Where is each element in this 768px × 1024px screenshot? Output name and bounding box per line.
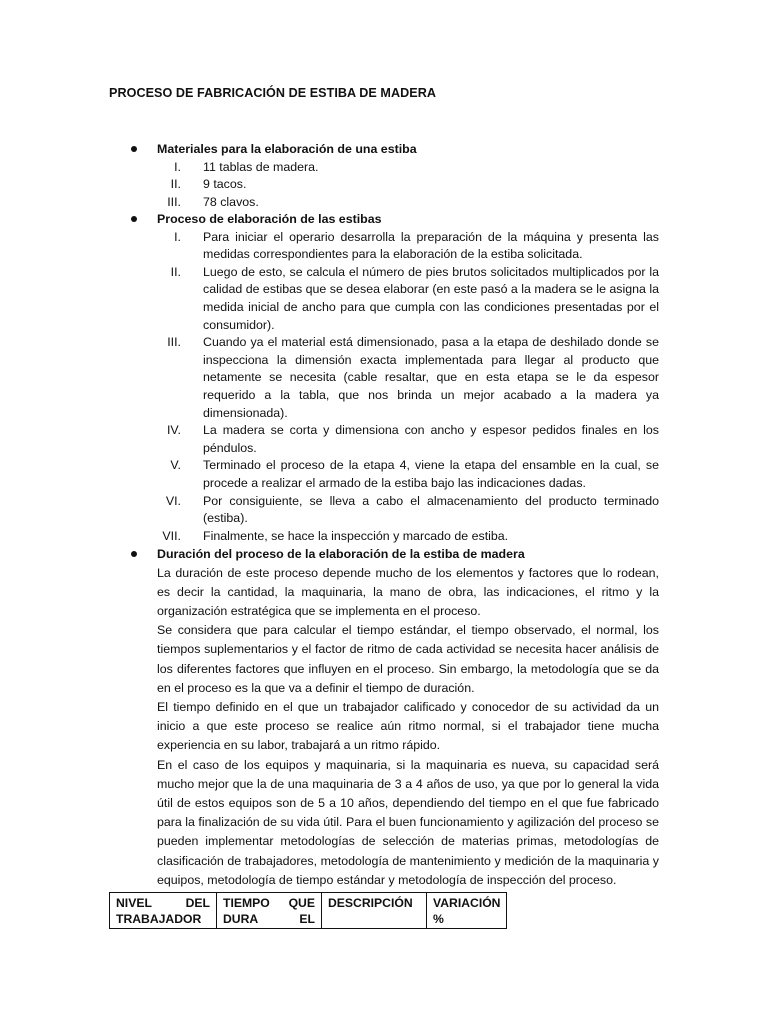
paragraph: La duración de este proceso depende mucho de los elementos y factores que lo rodean, es decir la cantidad, la maquinaria, la mano de obra, las indicaciones, el ritmo y la organización estratégica que se implementa en el proceso. <box>157 565 659 618</box>
list-item-text: 11 tablas de madera. <box>203 159 319 174</box>
list-number: I. <box>174 159 181 174</box>
list-number: III. <box>167 335 181 350</box>
list-item-text: Por consiguiente, se lleva a cabo el almacenamiento del producto terminado (estiba). <box>203 493 659 526</box>
paragraph: El tiempo definido en el que un trabajador calificado y conocedor de su actividad da un inicio a que este proceso se realice aún ritmo normal, si el trabajador tiene mucha experiencia en su labor, trabajará a un ritmo rápido. <box>157 700 659 753</box>
list-item <box>109 194 659 212</box>
section-heading <box>109 546 659 564</box>
table-header-cell <box>322 893 427 929</box>
list-item-text: Cuando ya el material está dimensionado, pasa a la etapa de deshilado donde se inspecciona la dimensión exacta implementada para llegar al producto que netamente se necesita (cable resaltar, que en esta etapa se le da espesor requerido a la tabla, que nos brinda un mejor acabado a la madera ya dimensionada). <box>203 335 659 420</box>
table-header-line: NIVEL DEL <box>116 896 210 910</box>
list-item <box>109 159 659 177</box>
list-item <box>109 528 659 546</box>
list-item-text: Finalmente, se hace la inspección y marcado de estiba. <box>203 528 509 543</box>
list-number: VI. <box>165 493 181 508</box>
process-list <box>109 229 659 546</box>
list-number: VII. <box>162 528 181 543</box>
table-header-row <box>110 893 507 929</box>
list-number: II. <box>170 177 181 192</box>
bullet-icon <box>131 551 137 557</box>
document-title: PROCESO DE FABRICACIÓN DE ESTIBA DE MADERA <box>109 86 436 100</box>
list-number: I. <box>174 229 181 244</box>
list-item <box>109 229 659 264</box>
list-item <box>109 422 659 457</box>
bullet-icon <box>131 146 137 152</box>
list-number: V. <box>170 458 181 473</box>
section-heading <box>109 141 659 159</box>
table-header-line: TIEMPO QUE <box>223 896 315 910</box>
bullet-icon <box>131 216 137 222</box>
table-header-line: DURA EL <box>223 912 315 926</box>
list-item-text: Luego de esto, se calcula el número de pies brutos solicitados multiplicados por la calidad de estibas que se desea elaborar (en este pasó a la madera se le asigna la medida inicial de ancho para que cumpla con las condiciones presentadas por el consumidor). <box>203 264 659 332</box>
list-number: III. <box>167 194 181 209</box>
table-header-line: DESCRIPCIÓN <box>328 896 413 910</box>
worker-table <box>109 892 507 929</box>
section-heading-text: Materiales para la elaboración de una estiba <box>157 142 417 156</box>
section-heading-text: Proceso de elaboración de las estibas <box>157 212 382 226</box>
section-heading-text: Duración del proceso de la elaboración de la estiba de madera <box>157 547 525 561</box>
list-item-text: Terminado el proceso de la etapa 4, viene la etapa del ensamble en la cual, se procede a realizar el armado de la estiba bajo las indicaciones dadas. <box>203 458 659 490</box>
list-item-text: La madera se corta y dimensiona con ancho y espesor pedidos finales en los péndulos. <box>203 423 659 455</box>
table-header-cell <box>110 893 217 929</box>
paragraph: En el caso de los equipos y maquinaria, si la maquinaria es nueva, su capacidad será mucho mejor que la de una maquinaria de 3 a 4 años de uso, ya que por lo general la vida útil de estos equipos son de 5 a 10 años, dependiendo del tiempo en el que fue fabricado para la finalización de su vida útil. Para el buen funcionamiento y agilización del proceso se pueden implementar metodologías de selección de materias primas, metodologías de clasificación de trabajadores, metodología de mantenimiento y medición de la maquinaria y equipos, metodología de tiempo estándar y metodología de inspección del proceso. <box>157 757 659 887</box>
table-header-line: VARIACIÓN <box>433 896 501 910</box>
section-heading <box>109 211 659 229</box>
section-duration <box>109 546 659 890</box>
list-item-text: Para iniciar el operario desarrolla la preparación de la máquina y presenta las medidas correspondientes para la elaboración de la estiba solicitada. <box>203 229 659 262</box>
list-item <box>109 493 659 528</box>
materials-list <box>109 159 659 212</box>
list-number: IV. <box>166 423 181 438</box>
section-materials <box>109 141 659 211</box>
list-item <box>109 334 659 422</box>
list-item <box>109 457 659 492</box>
table-header-line: TRABAJADOR <box>116 912 202 926</box>
list-item <box>109 176 659 194</box>
list-number: II. <box>170 264 181 279</box>
table-header-cell <box>217 893 322 929</box>
paragraph: Se considera que para calcular el tiempo estándar, el tiempo observado, el normal, los tiempos suplementarios y el factor de ritmo de cada actividad se necesita hacer análisis de los diferentes factores que influyen en el proceso. Sin embargo, la metodología que se da en el proceso es la que va a definir el tiempo de duración. <box>157 623 659 695</box>
table-header-cell <box>427 893 507 929</box>
list-item <box>109 264 659 334</box>
list-item-text: 9 tacos. <box>203 177 247 192</box>
table-header-line: % <box>433 912 444 926</box>
list-item-text: 78 clavos. <box>203 194 259 209</box>
section-process <box>109 211 659 545</box>
